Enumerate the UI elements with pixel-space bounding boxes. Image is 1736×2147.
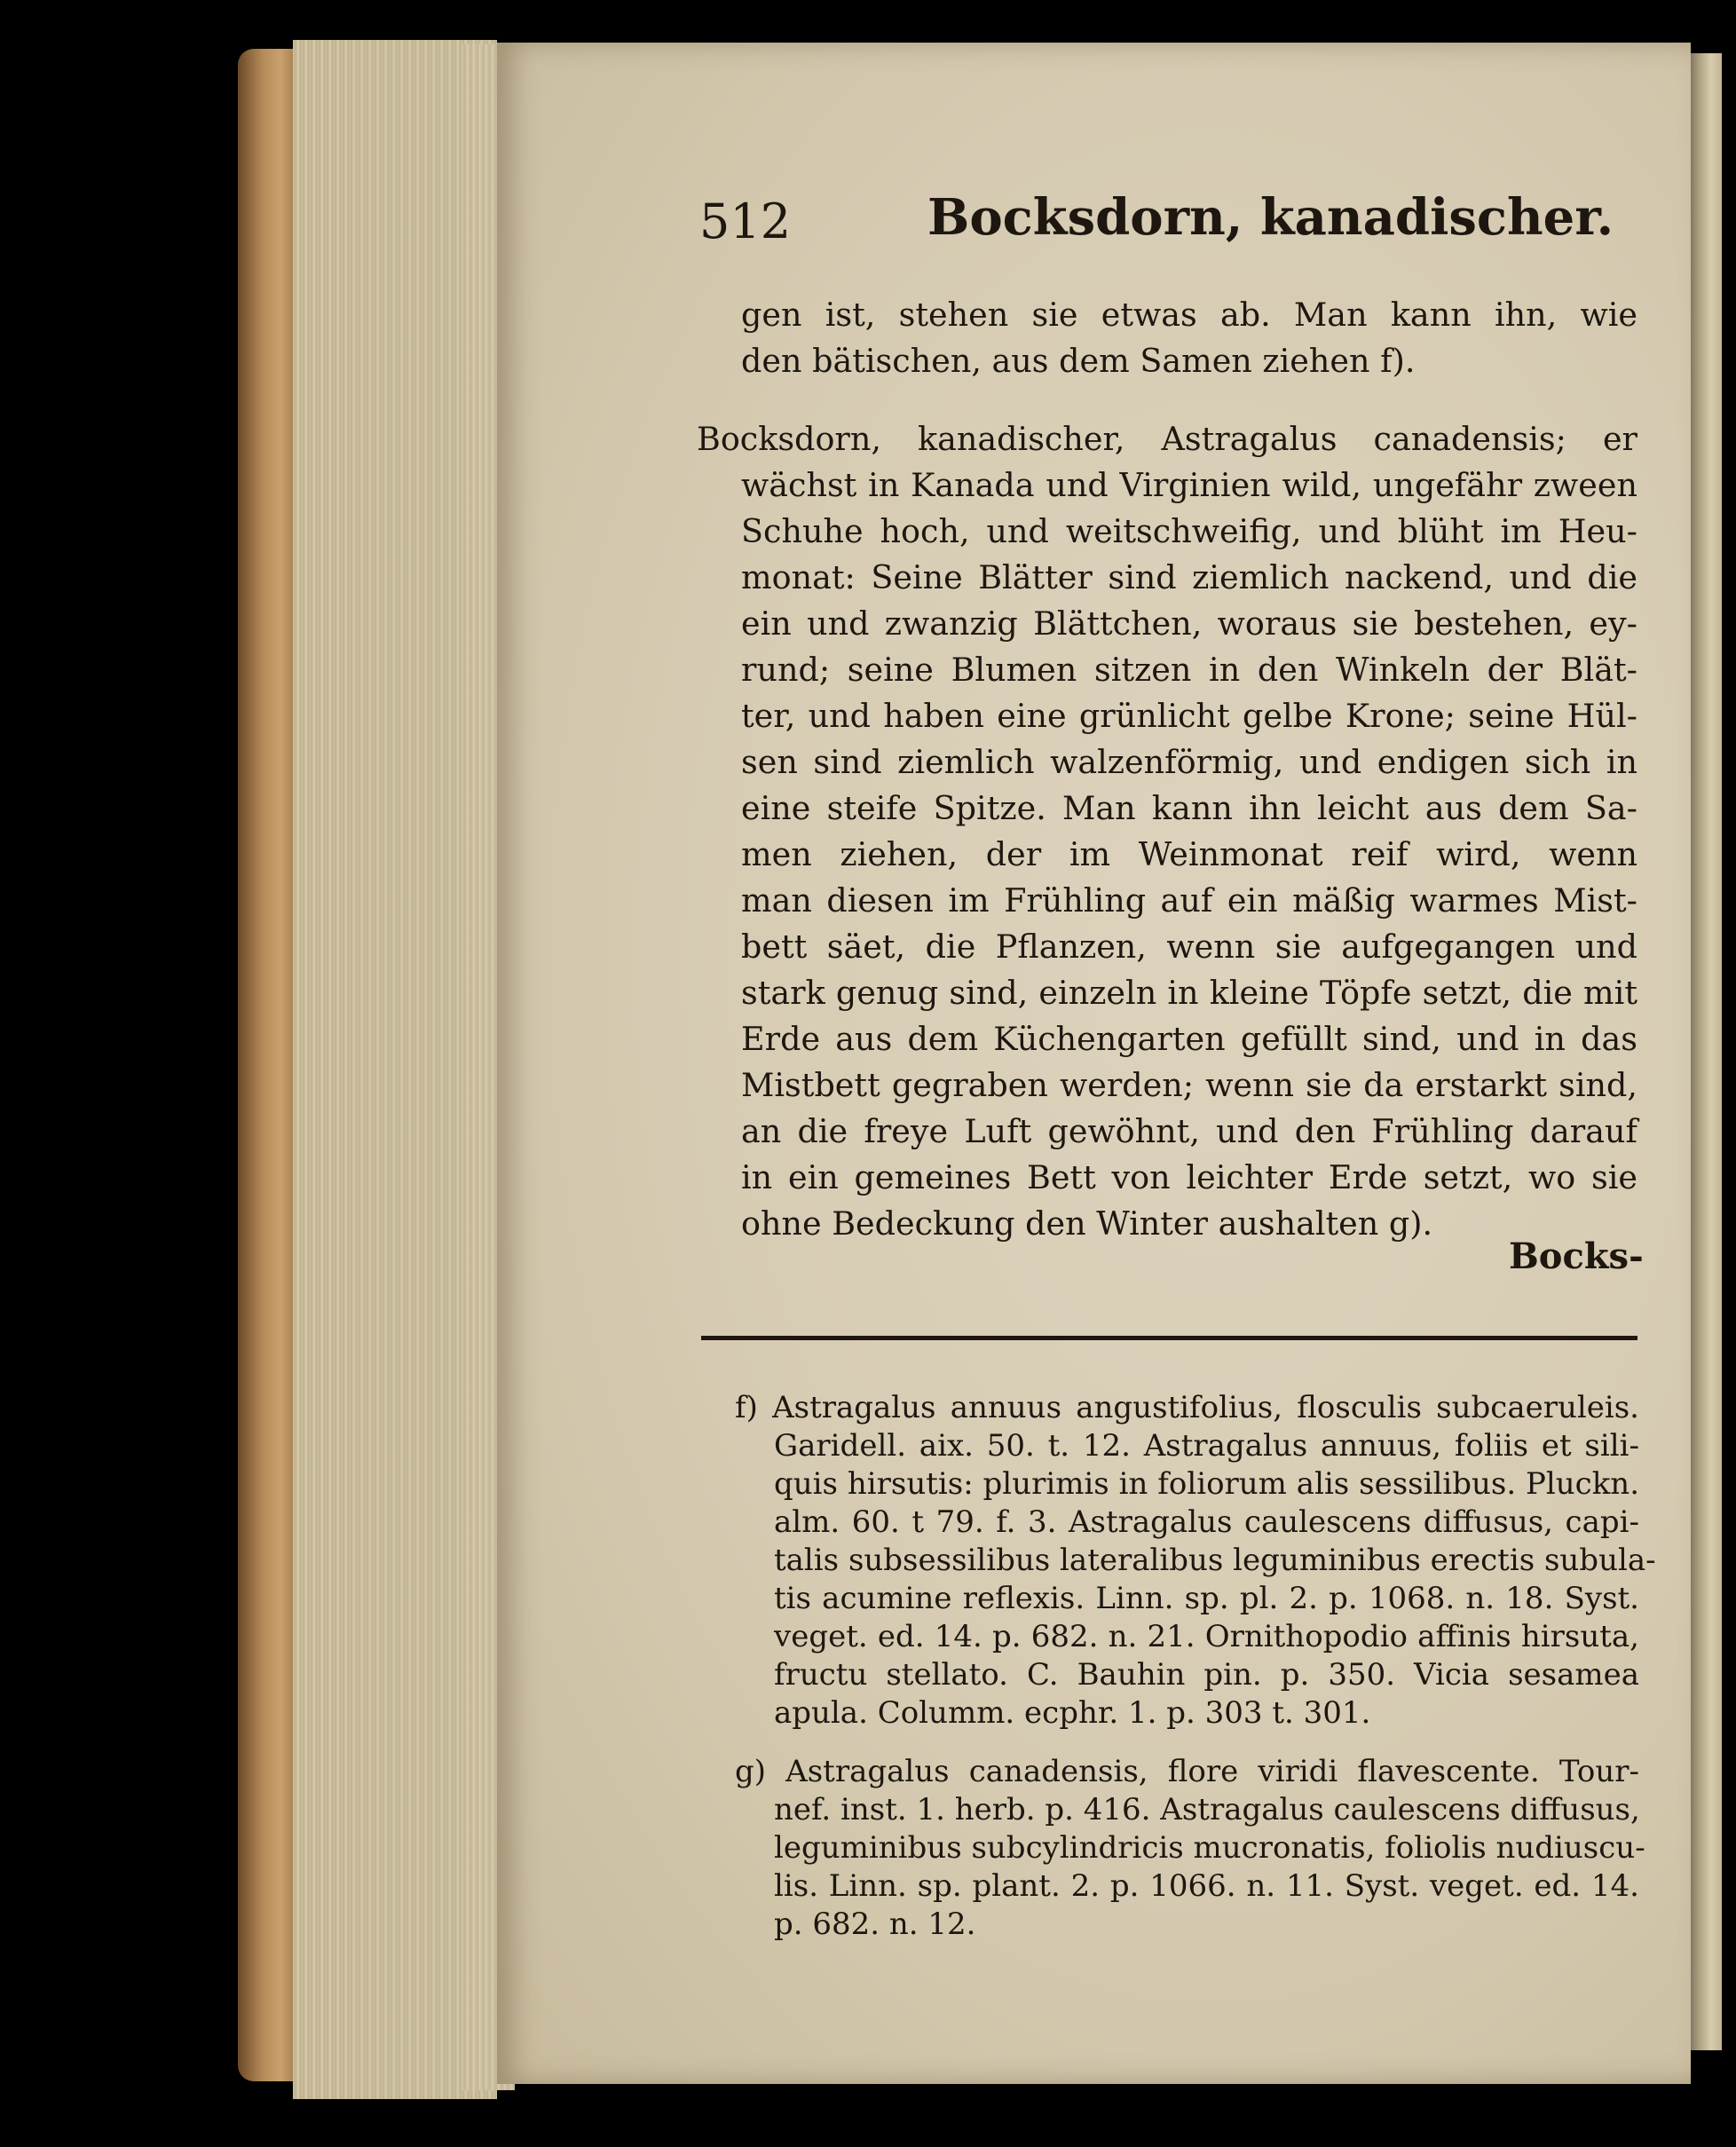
footnote-line: g) Astragalus canadensis, flore viridi flavescente. Tour- (735, 1754, 1639, 1789)
body-line: stark genug sind, einzeln in kleine Töpfe setzt, die mit (741, 974, 1637, 1012)
footnote-line: talis subsessilibus lateralibus leguminibus erectis subula- (774, 1543, 1656, 1578)
body-line: bett säet, die Pflanzen, wenn sie aufgegangen und (741, 927, 1637, 966)
footnote-line: apula. Columm. ecphr. 1. p. 303 t. 301. (774, 1695, 1371, 1731)
body-line: men ziehen, der im Weinmonat reif wird, wenn (741, 835, 1637, 873)
body-line: rund; seine Blumen sitzen in den Winkeln der Blät- (741, 651, 1637, 689)
body-line: in ein gemeines Bett von leichter Erde setzt, wo sie (741, 1158, 1637, 1196)
footnote-line: nef. inst. 1. herb. p. 416. Astragalus caulescens diffusus, (774, 1792, 1640, 1827)
footnote-line: quis hirsutis: plurimis in foliorum alis sessilibus. Pluckn. (774, 1466, 1639, 1502)
footnote-line: fructu stellato. C. Bauhin pin. p. 350. Vicia sesamea (774, 1657, 1639, 1693)
footnote-line: f) Astragalus annuus angustifolius, flosculis subcaeruleis. (735, 1390, 1639, 1425)
body-line: man diesen im Frühling auf ein mäßig warmes Mist- (741, 881, 1637, 920)
footnote-rule (701, 1336, 1637, 1340)
body-line: ohne Bedeckung den Winter aushalten g). (741, 1204, 1433, 1243)
footnote-line: lis. Linn. sp. plant. 2. p. 1066. n. 11. Syst. veget. ed. 14. (774, 1868, 1639, 1904)
footnote-line: Garidell. aix. 50. t. 12. Astragalus annuus, foliis et sili- (774, 1428, 1639, 1464)
body-line: eine steife Spitze. Man kann ihn leicht aus dem Sa- (741, 789, 1637, 827)
footnote-line: p. 682. n. 12. (774, 1906, 976, 1942)
body-line: gen ist, stehen sie etwas ab. Man kann ihn, wie (741, 296, 1637, 334)
entry-heading-line: Bocksdorn, kanadischer, Astragalus canadensis; er (697, 420, 1637, 458)
body-line: an die freye Luft gewöhnt, und den Frühling darauf (741, 1112, 1637, 1150)
page-number: 512 (699, 193, 792, 249)
running-title: Bocksdorn, kanadischer. (927, 188, 1614, 247)
body-line: den bätischen, aus dem Samen ziehen f). (741, 342, 1416, 380)
catchword: Bocks- (1509, 1235, 1644, 1277)
body-line: Erde aus dem Küchengarten gefüllt sind, und in das (741, 1020, 1637, 1058)
body-line: sen sind ziemlich walzenförmig, und endigen sich in (741, 743, 1637, 781)
facing-page-edge (1686, 53, 1722, 2050)
footnote-line: alm. 60. t 79. f. 3. Astragalus caulescens diffusus, capi- (774, 1504, 1639, 1540)
body-line: monat: Seine Blätter sind ziemlich nackend, und die (741, 558, 1637, 596)
footnote-line: leguminibus subcylindricis mucronatis, foliolis nudiuscu- (774, 1830, 1645, 1866)
body-line: Mistbett gegraben werden; wenn sie da erstarkt sind, (741, 1066, 1637, 1104)
footnote-line: veget. ed. 14. p. 682. n. 21. Ornithopodio affinis hirsuta, (774, 1619, 1639, 1654)
body-line: Schuhe hoch, und weitschweifig, und blüht im Heu- (741, 512, 1637, 550)
footnote-line: tis acumine reflexis. Linn. sp. pl. 2. p. 1068. n. 18. Syst. (774, 1581, 1639, 1616)
body-line: ter, und haben eine grünlicht gelbe Krone; seine Hül- (741, 697, 1637, 735)
body-line: ein und zwanzig Blättchen, woraus sie bestehen, ey- (741, 604, 1637, 643)
body-line: wächst in Kanada und Virginien wild, ungefähr zween (741, 466, 1637, 504)
